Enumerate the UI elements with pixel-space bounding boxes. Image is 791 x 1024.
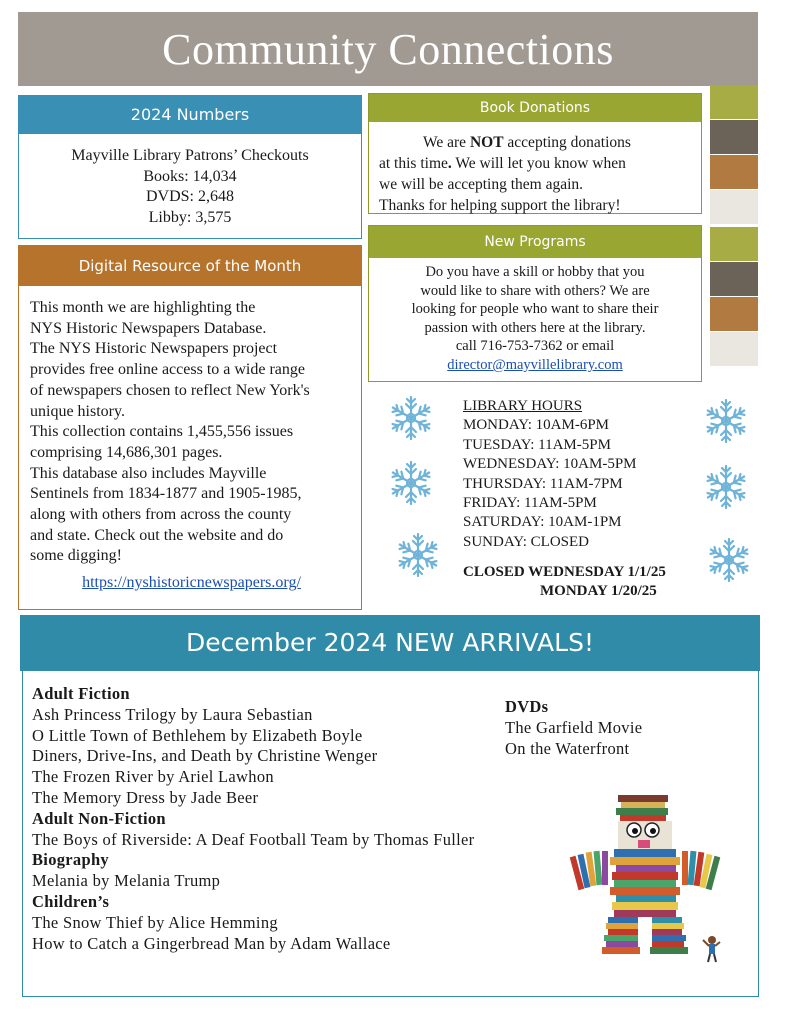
page-title: Community Connections — [162, 25, 614, 74]
digital-line: along with others from across the county — [30, 506, 292, 524]
donations-text: We will let you know when — [451, 155, 626, 172]
digital-line: This collection contains 1,455,556 issues — [30, 423, 294, 441]
hours-row: THURSDAY: 11AM-7PM — [463, 475, 623, 492]
list-item: The Frozen River by Ariel Lawhon — [32, 767, 274, 787]
programs-line: call 716-753-7362 or email — [455, 338, 615, 355]
programs-line: looking for people who want to share their — [411, 301, 659, 318]
hours-row: SATURDAY: 10AM-1PM — [463, 514, 622, 531]
category-heading: Children’s — [32, 891, 110, 911]
list-item: How to Catch a Gingerbread Man by Adam Wallace — [32, 933, 391, 953]
library-hours-title: LIBRARY HOURS — [463, 398, 583, 414]
numbers-line: Mayville Library Patrons’ Checkouts — [71, 147, 309, 164]
nys-newspapers-link[interactable]: https://nyshistoricnewspapers.org/ — [82, 574, 301, 592]
color-swatch — [710, 120, 758, 154]
hours-row: SUNDAY: CLOSED — [463, 533, 590, 550]
snowflake-icon — [701, 396, 751, 446]
snowflake-icon — [393, 530, 443, 580]
donations-text: at this time — [379, 155, 448, 172]
digital-line: This month we are highlighting the — [30, 299, 256, 316]
list-item: Ash Princess Trilogy by Laura Sebastian — [32, 704, 313, 724]
donations-line — [379, 153, 693, 174]
title-banner — [18, 12, 758, 86]
category-heading: DVDs — [505, 697, 549, 716]
new-programs-panel — [368, 225, 702, 382]
list-item: Diners, Drive-Ins, and Death by Christine Wenger — [32, 746, 378, 766]
numbers-heading: 2024 Numbers — [19, 96, 361, 134]
new-programs-heading: New Programs — [369, 226, 701, 258]
donations-line — [379, 132, 693, 153]
snowflake-icon — [704, 535, 754, 585]
donations-line: Thanks for helping support the library! — [379, 197, 621, 214]
snowflake-icon — [386, 393, 436, 443]
color-swatch — [710, 297, 758, 331]
list-item: The Snow Thief by Alice Hemming — [32, 912, 278, 932]
dvds-list — [505, 697, 705, 759]
hours-row: FRIDAY: 11AM-5PM — [463, 495, 597, 512]
snowflake-icon — [701, 462, 751, 512]
donations-text: accepting donations — [503, 134, 631, 151]
digital-line: The NYS Historic Newspapers project — [30, 340, 278, 358]
new-arrivals-heading: December 2024 NEW ARRIVALS! — [20, 615, 760, 671]
donations-text: We are — [423, 134, 470, 151]
donations-line: we will be accepting them again. — [379, 176, 584, 193]
digital-line: some digging! — [30, 547, 122, 565]
list-item: O Little Town of Bethlehem by Elizabeth Boyle — [32, 725, 363, 745]
color-swatch — [710, 155, 758, 189]
programs-line: passion with others here at the library. — [424, 319, 646, 336]
closed-dates — [463, 563, 703, 602]
list-item: Melania by Melania Trump — [32, 871, 221, 891]
programs-line: would like to share with others? We are — [420, 282, 650, 299]
snowflake-icon — [386, 458, 436, 508]
book-stack-figure-illustration — [566, 790, 756, 975]
numbers-line: Libby: 3,575 — [148, 208, 232, 226]
list-item: The Boys of Riverside: A Deaf Football Team by Thomas Fuller — [32, 829, 475, 849]
digital-line: and state. Check out the website and do — [30, 526, 284, 544]
director-email-link[interactable]: director@mayvillelibrary.com — [447, 356, 623, 373]
closed-line: MONDAY 1/20/25 — [540, 583, 657, 600]
digital-resource-heading: Digital Resource of the Month — [19, 246, 361, 286]
digital-line: This database also includes Mayville — [30, 464, 267, 482]
donations-emphasis: NOT — [469, 134, 504, 151]
digital-line: of newspapers chosen to reflect New York's — [30, 381, 310, 399]
digital-line: NYS Historic Newspapers Database. — [30, 319, 267, 337]
digital-line: comprising 14,686,301 pages. — [30, 443, 223, 461]
numbers-line: DVDS: 2,648 — [145, 188, 234, 205]
hours-row: MONDAY: 10AM-6PM — [463, 417, 610, 434]
category-heading: Adult Fiction — [32, 684, 130, 703]
color-swatch — [710, 85, 758, 119]
category-heading: Biography — [32, 850, 109, 870]
color-swatch — [710, 190, 758, 224]
digital-resource-body — [30, 298, 353, 594]
list-item: The Memory Dress by Jade Beer — [32, 787, 259, 807]
color-swatch — [710, 227, 758, 261]
digital-line: unique history. — [30, 402, 125, 420]
digital-resource-panel — [18, 245, 362, 610]
numbers-line: Books: 14,034 — [143, 167, 237, 185]
digital-line: Sentinels from 1834-1877 and 1905-1985, — [30, 485, 302, 503]
closed-line: CLOSED WEDNESDAY 1/1/25 — [463, 564, 666, 580]
category-heading: Adult Non-Fiction — [32, 808, 166, 828]
numbers-body — [19, 146, 361, 228]
programs-line: Do you have a skill or hobby that you — [425, 264, 645, 280]
hours-row: WEDNESDAY: 10AM-5PM — [463, 456, 637, 473]
color-swatch — [710, 332, 758, 366]
new-programs-body — [375, 263, 695, 375]
digital-line: provides free online access to a wide range — [30, 361, 305, 379]
numbers-panel — [18, 95, 362, 239]
book-donations-panel — [368, 93, 702, 214]
book-donations-body — [379, 132, 693, 216]
book-donations-heading: Book Donations — [369, 94, 701, 122]
list-item: The Garfield Movie — [505, 717, 643, 737]
library-hours — [463, 397, 703, 552]
list-item: On the Waterfront — [505, 738, 630, 758]
hours-row: TUESDAY: 11AM-5PM — [463, 436, 611, 453]
donations-emphasis: . — [447, 155, 452, 172]
color-swatch — [710, 262, 758, 296]
